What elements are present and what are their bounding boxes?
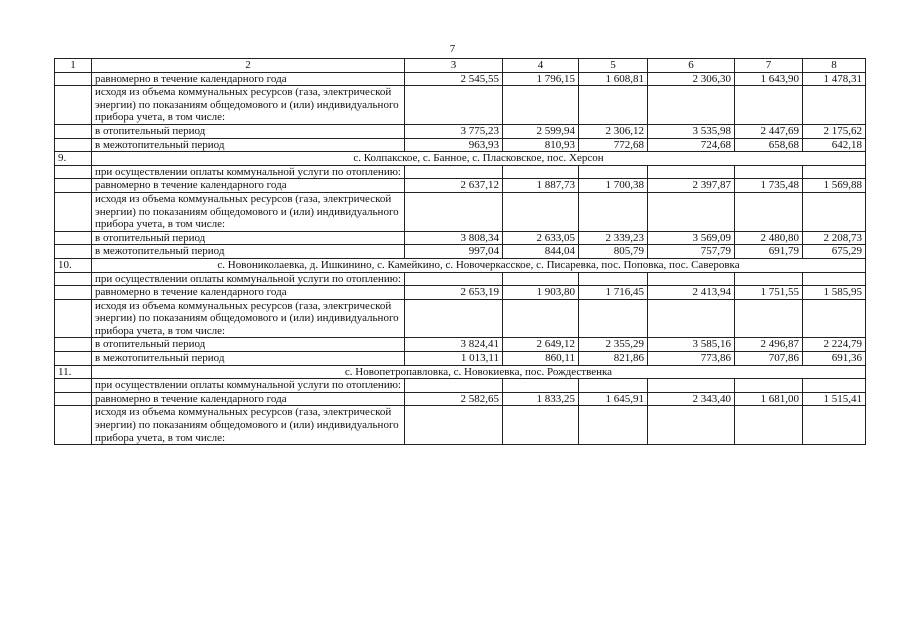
tariff-table [54,58,866,445]
value-cell: 2 175,62 [803,124,866,138]
empty-cell [648,165,735,179]
table-row [55,138,866,152]
section-number: 9. [55,152,92,166]
table-row [55,352,866,366]
row-number [55,286,92,300]
empty-cell [405,406,503,445]
value-cell: 3 569,09 [648,231,735,245]
value-cell: 2 306,30 [648,72,735,86]
row-number [55,231,92,245]
table-row [55,179,866,193]
empty-cell [803,86,866,125]
row-description: при осуществлении оплаты коммунальной услуги по отоплению: [92,272,405,286]
value-cell: 642,18 [803,138,866,152]
value-cell: 2 339,23 [579,231,648,245]
value-cell: 3 808,34 [405,231,503,245]
value-cell: 1 735,48 [735,179,803,193]
value-cell: 691,79 [735,245,803,259]
column-header: 1 [55,59,92,73]
row-number [55,272,92,286]
value-cell: 2 224,79 [803,338,866,352]
row-number [55,124,92,138]
row-label: в межотопительный период [92,352,405,366]
row-label: в отопительный период [92,124,405,138]
empty-cell [503,406,579,445]
row-label: в отопительный период [92,231,405,245]
row-number [55,165,92,179]
row-description: при осуществлении оплаты коммунальной услуги по отоплению: [92,379,405,393]
empty-cell [803,165,866,179]
value-cell: 821,86 [579,352,648,366]
empty-cell [648,299,735,338]
column-header: 8 [803,59,866,73]
column-header: 2 [92,59,405,73]
value-cell: 1 569,88 [803,179,866,193]
table-row [55,231,866,245]
value-cell: 2 413,94 [648,286,735,300]
value-cell: 658,68 [735,138,803,152]
description-row [55,406,866,445]
empty-cell [405,379,503,393]
empty-cell [503,379,579,393]
row-number [55,86,92,125]
column-number-row [55,59,866,73]
section-number: 10. [55,258,92,272]
empty-cell [735,299,803,338]
column-header: 6 [648,59,735,73]
value-cell: 757,79 [648,245,735,259]
value-cell: 1 608,81 [579,72,648,86]
row-description: исходя из объема коммунальных ресурсов (газа, электрической энергии) по показаниям общедомового и (или) индивидуального прибора учета, в том числе: [92,86,405,125]
section-title: с. Колпакское, с. Банное, с. Пласковское, пос. Херсон [92,152,866,166]
value-cell: 3 824,41 [405,338,503,352]
value-cell: 772,68 [579,138,648,152]
value-cell: 860,11 [503,352,579,366]
empty-cell [648,192,735,231]
empty-cell [579,272,648,286]
row-label: в межотопительный период [92,138,405,152]
value-cell: 1 903,80 [503,286,579,300]
table-row [55,338,866,352]
value-cell: 1 751,55 [735,286,803,300]
table-row [55,124,866,138]
empty-cell [579,379,648,393]
value-cell: 2 447,69 [735,124,803,138]
row-number [55,245,92,259]
value-cell: 707,86 [735,352,803,366]
value-cell: 805,79 [579,245,648,259]
value-cell: 1 700,38 [579,179,648,193]
empty-cell [648,272,735,286]
value-cell: 844,04 [503,245,579,259]
empty-cell [803,406,866,445]
empty-cell [503,86,579,125]
section-title: с. Новопетропавловка, с. Новокиевка, пос. Рождественка [92,365,866,379]
value-cell: 3 535,98 [648,124,735,138]
row-number [55,338,92,352]
empty-cell [579,192,648,231]
empty-cell [803,272,866,286]
row-number [55,352,92,366]
value-cell: 2 343,40 [648,392,735,406]
value-cell: 1 796,15 [503,72,579,86]
section-row [55,365,866,379]
empty-cell [503,192,579,231]
value-cell: 2 653,19 [405,286,503,300]
empty-cell [503,272,579,286]
value-cell: 1 478,31 [803,72,866,86]
empty-cell [405,86,503,125]
row-number [55,392,92,406]
value-cell: 2 545,55 [405,72,503,86]
section-row [55,258,866,272]
row-number [55,379,92,393]
empty-cell [735,192,803,231]
value-cell: 2 649,12 [503,338,579,352]
empty-cell [735,379,803,393]
value-cell: 2 480,80 [735,231,803,245]
value-cell: 963,93 [405,138,503,152]
empty-cell [579,165,648,179]
row-description: исходя из объема коммунальных ресурсов (газа, электрической энергии) по показаниям общедомового и (или) индивидуального прибора учета, в том числе: [92,406,405,445]
description-row [55,299,866,338]
empty-cell [803,379,866,393]
row-label: равномерно в течение календарного года [92,392,405,406]
row-description: исходя из объема коммунальных ресурсов (газа, электрической энергии) по показаниям общедомового и (или) индивидуального прибора учета, в том числе: [92,192,405,231]
table-body [55,59,866,445]
value-cell: 1 716,45 [579,286,648,300]
row-label: равномерно в течение календарного года [92,72,405,86]
description-row [55,165,866,179]
empty-cell [503,299,579,338]
row-label: в отопительный период [92,338,405,352]
empty-cell [803,192,866,231]
value-cell: 2 633,05 [503,231,579,245]
row-description: при осуществлении оплаты коммунальной услуги по отоплению: [92,165,405,179]
column-header: 4 [503,59,579,73]
column-header: 3 [405,59,503,73]
empty-cell [579,406,648,445]
table-row [55,286,866,300]
value-cell: 1 013,11 [405,352,503,366]
value-cell: 1 585,95 [803,286,866,300]
empty-cell [503,165,579,179]
value-cell: 724,68 [648,138,735,152]
section-title: с. Новониколаевка, д. Ишкинино, с. Камейкино, с. Новочеркасское, с. Писаревка, пос. Поповка, пос. Саверовка [92,258,866,272]
empty-cell [405,165,503,179]
section-number: 11. [55,365,92,379]
description-row [55,86,866,125]
value-cell: 2 582,65 [405,392,503,406]
empty-cell [648,406,735,445]
empty-cell [735,165,803,179]
value-cell: 1 833,25 [503,392,579,406]
row-number [55,299,92,338]
page-number: 7 [449,43,456,55]
value-cell: 691,36 [803,352,866,366]
row-number [55,192,92,231]
row-description: исходя из объема коммунальных ресурсов (газа, электрической энергии) по показаниям общедомового и (или) индивидуального прибора учета, в том числе: [92,299,405,338]
value-cell: 2 496,87 [735,338,803,352]
value-cell: 2 306,12 [579,124,648,138]
description-row [55,192,866,231]
empty-cell [735,86,803,125]
value-cell: 675,29 [803,245,866,259]
empty-cell [405,299,503,338]
description-row [55,379,866,393]
value-cell: 2 637,12 [405,179,503,193]
value-cell: 2 355,29 [579,338,648,352]
row-number [55,72,92,86]
row-number [55,179,92,193]
empty-cell [648,379,735,393]
description-row [55,272,866,286]
section-row [55,152,866,166]
value-cell: 2 599,94 [503,124,579,138]
row-label: равномерно в течение календарного года [92,286,405,300]
row-number [55,406,92,445]
column-header: 5 [579,59,648,73]
value-cell: 1 887,73 [503,179,579,193]
row-number [55,138,92,152]
value-cell: 1 681,00 [735,392,803,406]
empty-cell [405,192,503,231]
empty-cell [579,86,648,125]
value-cell: 1 645,91 [579,392,648,406]
value-cell: 773,86 [648,352,735,366]
empty-cell [735,272,803,286]
value-cell: 3 775,23 [405,124,503,138]
table-row [55,392,866,406]
row-label: равномерно в течение календарного года [92,179,405,193]
empty-cell [579,299,648,338]
column-header: 7 [735,59,803,73]
value-cell: 2 397,87 [648,179,735,193]
value-cell: 1 515,41 [803,392,866,406]
table-row [55,72,866,86]
value-cell: 810,93 [503,138,579,152]
value-cell: 997,04 [405,245,503,259]
empty-cell [803,299,866,338]
value-cell: 1 643,90 [735,72,803,86]
empty-cell [735,406,803,445]
row-label: в межотопительный период [92,245,405,259]
empty-cell [648,86,735,125]
table-row [55,245,866,259]
empty-cell [405,272,503,286]
value-cell: 3 585,16 [648,338,735,352]
value-cell: 2 208,73 [803,231,866,245]
